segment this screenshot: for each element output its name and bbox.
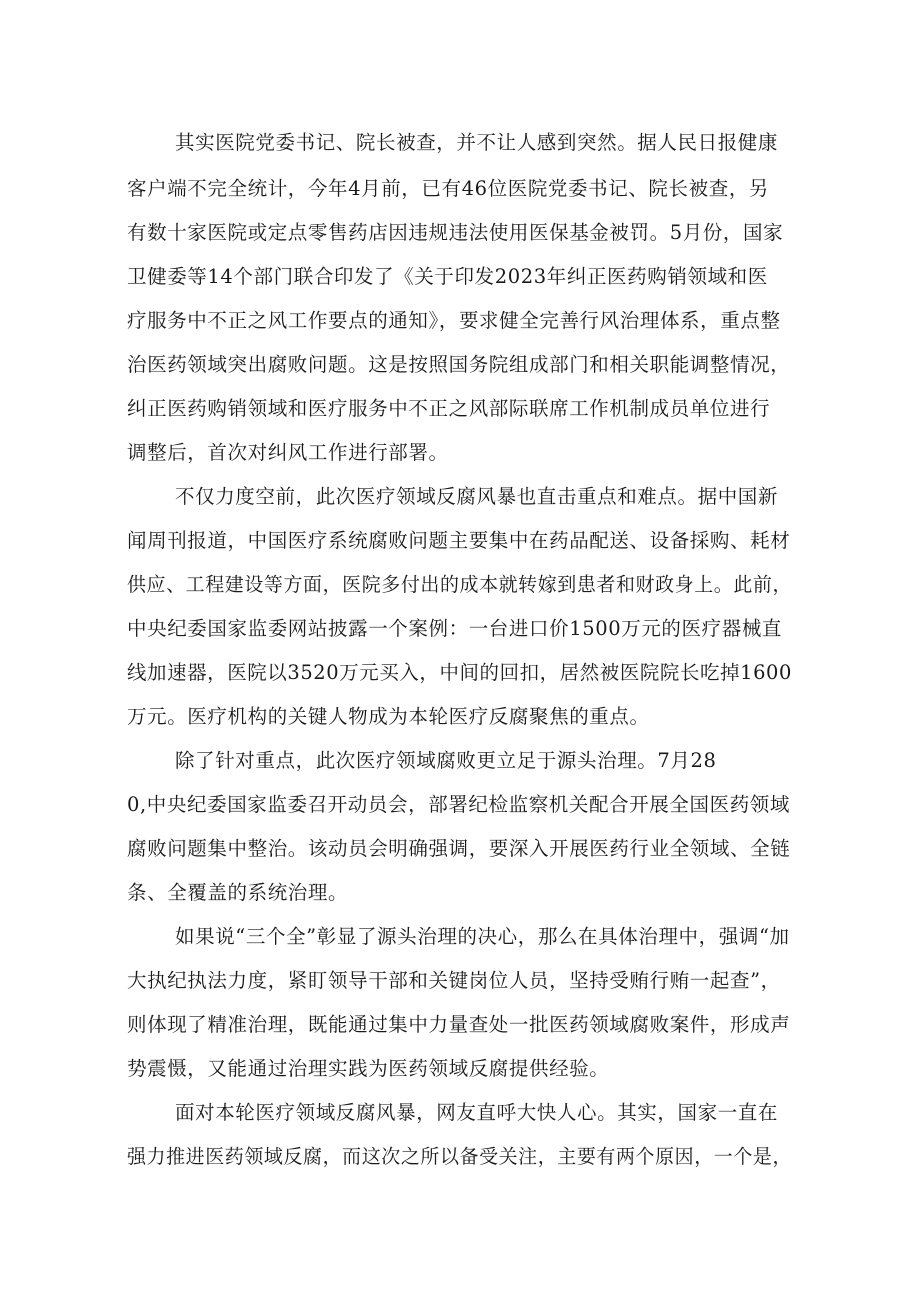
- document-page: 其实医院党委书记、院长被查，并不让人感到突然。据人民日报健康 客户端不完全统计，今年4月前，已有46位医院党委书记、院长被查，另 有数十家医院或定点零售药店因违规违法使用医保基金被罚。5月份，国家 卫健委等14个部门联合印发了《关于印发2023年纠正医药购销领域和医 疗服务中不正之风工作要点的通知》，要求健全完善行风治理体系，重点整 治医药领域突出腐败问题。这是按照国务院组成部门和相关职能调整情况， 纠正医药购销领域和医疗服务中不正之风部际联席工作机制成员单位进行 调整后，首次对纠风工作进行部署。 不仅力度空前，此次医疗领域反腐风暴也直击重点和难点。据中国新 闻周刊报道，中国医疗系统腐败问题主要集中在药品配送、设备採购、耗材 供应、工程建设等方面，医院多付出的成本就转嫁到患者和财政身上。此前， 中央纪委国家监委网站披露一个案例：一台进口价1500万元的医疗器械直 线加速器，医院以3520万元买入，中间的回扣，居然被医院院长吃掉1600 万元。医疗机构的关键人物成为本轮医疗反腐聚焦的重点。 除了针对重点，此次医疗领域腐败更立足于源头治理。7月28 0,中央纪委国家监委召开动员会，部署纪检监察机关配合开展全国医药领域 腐败问题集中整治。该动员会明确强调，要深入开展医药行业全领域、全链 条、全覆盖的系统治理。 如果说“三个全”彰显了源头治理的决心，那么在具体治理中，强调“加 大执纪执法力度，紧盯领导干部和关键岗位人员，坚持受贿行贿一起查”， 则体现了精准治理，既能通过集中力量查处一批医药领域腐败案件，形成声 势震慑，又能通过治理实践为医药领域反腐提供经验。 面对本轮医疗领域反腐风暴，网友直呼大快人心。其实，国家一直在 强力推进医药领域反腐，而这次之所以备受关注，主要有两个原因，一个是，: [0, 0, 920, 1301]
